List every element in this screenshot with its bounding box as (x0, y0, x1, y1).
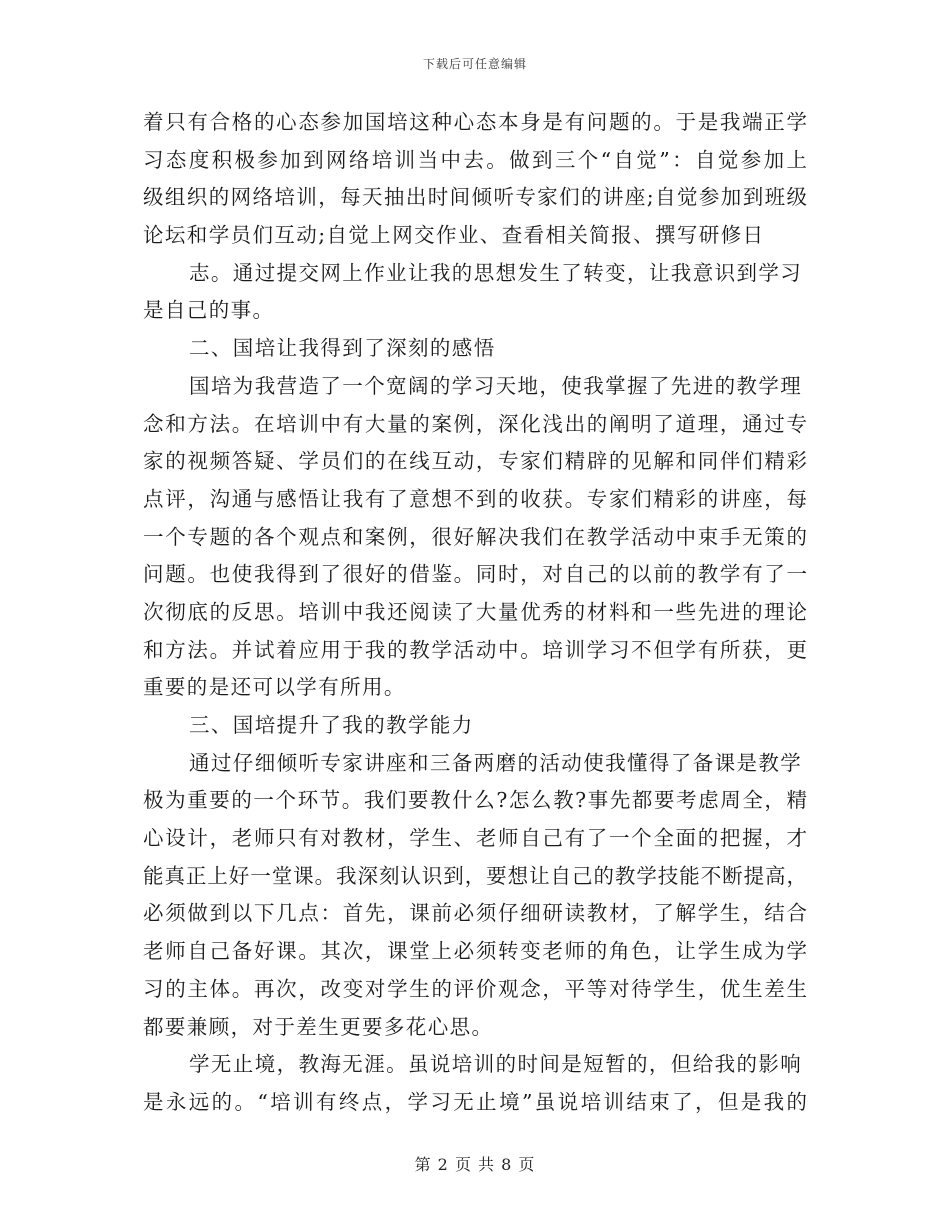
body-text (143, 104, 807, 1122)
text-line: 点评，沟通与感悟让我有了意想不到的收获。专家们精彩的讲座，每 (143, 486, 807, 511)
text-line: 三、国培提升了我的教学能力 (189, 713, 474, 737)
text-line: 级组织的网络培训，每天抽出时间倾听专家们的讲座;自觉参加到班级 (143, 185, 807, 210)
text-line: 一个专题的各个观点和案例，很好解决我们在教学活动中束手无策的 (143, 524, 807, 549)
text-line: 是永远的。“培训有终点，学习无止境”虽说培训结束了，但是我的 (143, 1089, 807, 1114)
text-line: 二、国培让我得到了深刻的感悟 (189, 336, 496, 361)
text-line: 次彻底的反思。培训中我还阅读了大量优秀的材料和一些先进的理论 (143, 599, 807, 624)
text-line: 着只有合格的心态参加国培这种心态本身是有问题的。于是我端正学 (143, 110, 807, 134)
text-line: 必须做到以下几点：首先，课前必须仔细研读教材，了解学生，结合 (143, 901, 807, 926)
text-line: 都要兼顾，对于差生更要多花心思。 (143, 1014, 494, 1039)
text-line: 志。通过提交网上作业让我的思想发生了转变，让我意识到学习 (189, 260, 803, 285)
text-line: 国培为我营造了一个宽阔的学习天地，使我掌握了先进的教学理 (189, 373, 803, 398)
page-header: 下载后可任意编辑 (422, 57, 527, 71)
text-line: 论坛和学员们互动;自觉上网交作业、查看相关简报、撰写研修日 (143, 223, 765, 248)
text-line: 能真正上好一堂课。我深刻认识到，要想让自己的教学技能不断提高， (143, 863, 807, 888)
text-line: 家的视频答疑、学员们的在线互动，专家们精辟的见解和同伴们精彩 (143, 449, 807, 474)
text-line: 习的主体。再次，改变对学生的评价观念，平等对待学生，优生差生 (143, 976, 807, 1001)
text-line: 极为重要的一个环节。我们要教什么?怎么教?事先都要考虑周全，精 (143, 788, 807, 813)
text-line: 重要的是还可以学有所用。 (143, 675, 406, 700)
text-line: 老师自己备好课。其次，课堂上必须转变老师的角色，让学生成为学 (143, 939, 807, 964)
text-line: 问题。也使我得到了很好的借鉴。同时，对自己的以前的教学有了一 (143, 562, 807, 587)
text-line: 通过仔细倾听专家讲座和三备两磨的活动使我懂得了备课是教学 (189, 750, 803, 775)
text-line: 念和方法。在培训中有大量的案例，深化浅出的阐明了道理，通过专 (143, 411, 807, 436)
text-line: 和方法。并试着应用于我的教学活动中。培训学习不但学有所获，更 (143, 637, 807, 662)
text-line: 习态度积极参加到网络培训当中去。做到三个“自觉”：自觉参加上 (143, 147, 807, 172)
page-footer: 第 2 页 共 8 页 (414, 1155, 536, 1174)
text-line: 心设计，老师只有对教材，学生、老师自己有了一个全面的把握，才 (143, 826, 807, 851)
text-line: 学无止境，教海无涯。虽说培训的时间是短暂的，但给我的影响 (189, 1052, 803, 1077)
text-line: 是自己的事。 (143, 298, 275, 323)
